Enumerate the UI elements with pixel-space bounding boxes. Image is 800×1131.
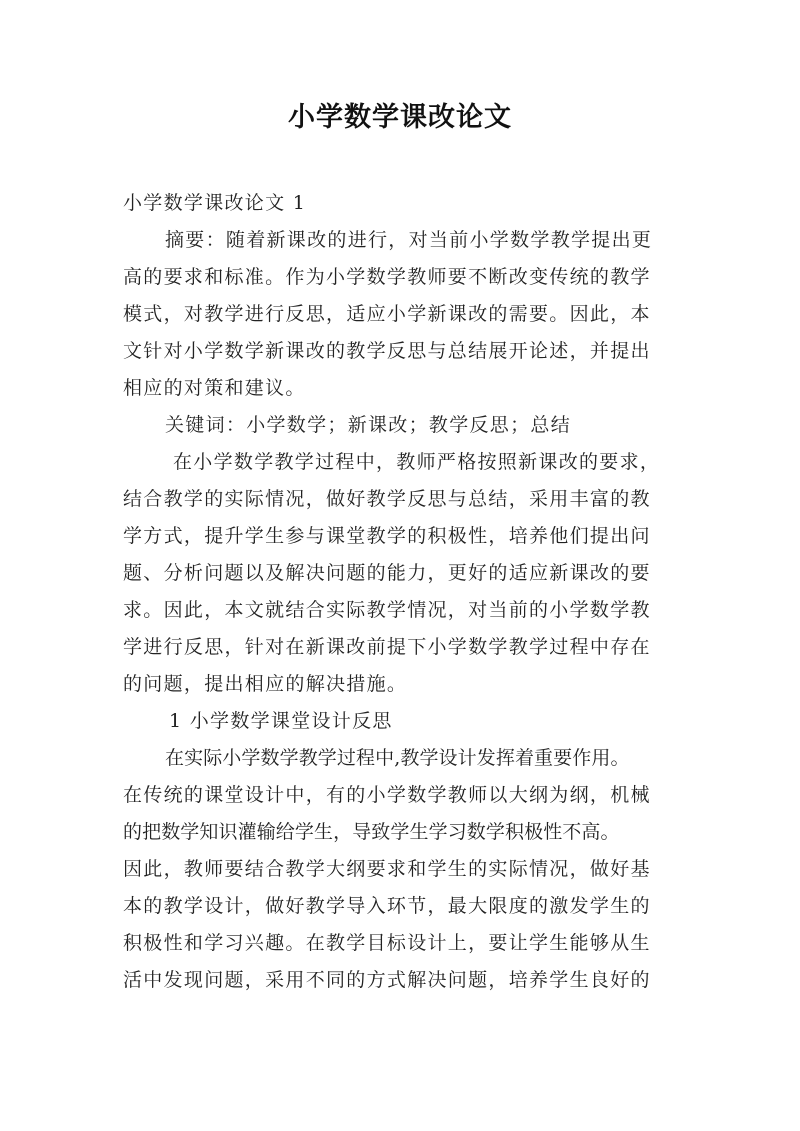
abstract-line: 模式，对教学进行反思，适应小学新课改的需要。因此，本: [123, 303, 651, 325]
paragraph-line: 结合教学的实际情况，做好教学反思与总结，采用丰富的教: [123, 488, 651, 510]
paragraph-line: 在实际小学数学教学过程中,教学设计发挥着重要作用。: [165, 747, 630, 769]
document-body: [123, 185, 688, 999]
paragraph-line: 在传统的课堂设计中，有的小学数学教师以大纲为纲，机械: [123, 784, 651, 806]
paragraph-line: 本的教学设计，做好教学导入环节，最大限度的激发学生的: [123, 895, 651, 917]
subsection-heading: 1 小学数学课堂设计反思: [169, 710, 393, 732]
paragraph-line: 积极性和学习兴趣。在教学目标设计上，要让学生能够从生: [123, 932, 651, 954]
paragraph-line: 学方式，提升学生参与课堂教学的积极性，培养他们提出问: [123, 525, 651, 547]
section-heading: 小学数学课改论文 1: [123, 192, 307, 214]
document-title: 小学数学课改论文: [288, 102, 512, 133]
paragraph-line: 在小学数学教学过程中，教师严格按照新课改的要求，: [173, 451, 661, 473]
keywords-line: 关键词：小学数学；新课改；教学反思；总结: [165, 414, 572, 436]
paragraph-line: 求。因此，本文就结合实际教学情况，对当前的小学数学教: [123, 599, 651, 621]
abstract-line: 摘要：随着新课改的进行，对当前小学数学教学提出更: [165, 229, 653, 251]
paragraph-line: 的把数学知识灌输给学生，导致学生学习数学积极性不高。: [123, 821, 620, 843]
paragraph-line: 活中发现问题，采用不同的方式解决问题，培养学生良好的: [123, 969, 651, 991]
paragraph-line: 学进行反思，针对在新课改前提下小学数学教学过程中存在: [123, 636, 651, 658]
paragraph-line: 因此，教师要结合教学大纲要求和学生的实际情况，做好基: [123, 858, 651, 880]
abstract-line: 高的要求和标准。作为小学数学教师要不断改变传统的教学: [123, 266, 651, 288]
paragraph-line: 的问题，提出相应的解决措施。: [123, 673, 408, 695]
abstract-line: 文针对小学数学新课改的教学反思与总结展开论述，并提出: [123, 340, 651, 362]
paragraph-line: 题、分析问题以及解决问题的能力，更好的适应新课改的要: [123, 562, 651, 584]
abstract-line: 相应的对策和建议。: [123, 377, 306, 399]
